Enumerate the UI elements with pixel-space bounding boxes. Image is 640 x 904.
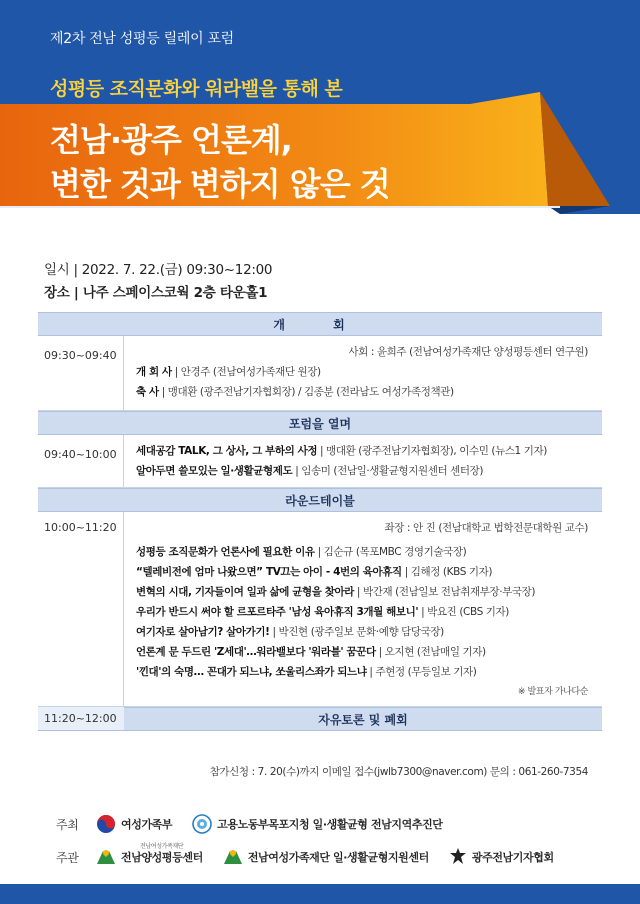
taegeuk-icon (96, 814, 116, 834)
event-date: 일시 | 2022. 7. 22.(금) 09:30~12:00 (44, 262, 273, 278)
header-banner (0, 0, 640, 262)
supervisor-org: 광주전남기자협회 (449, 847, 554, 867)
time-slot: 11:20~12:00 (38, 707, 124, 730)
title-line-2: 변한 것과 변하지 않은 것 (50, 165, 390, 203)
program-line: '낀대'의 숙명… 꼰대가 되느냐, 쏘울리스좌가 되느냐 | 주현정 (무등일보 기자) (136, 666, 477, 678)
host-org: 여성가족부 (96, 814, 172, 834)
section-band-closing: 자유토론 및 폐회 (124, 707, 602, 730)
foundation-logo-icon (223, 848, 243, 866)
host-label: 주최 (56, 817, 79, 832)
speaker-order-note: ※ 발표자 가나다순 (517, 687, 588, 697)
forum-subtitle: 성평등 조직문화와 워라밸을 통해 본 (50, 78, 343, 100)
program-block-roundtable (38, 512, 602, 707)
press-association-emblem-icon (449, 847, 467, 867)
time-slot: 09:30~09:40 (44, 349, 117, 362)
program-line: 성평등 조직문화가 언론사에 필요한 이유 | 김순규 (목포MBC 경영기술국장) (136, 546, 467, 558)
program-line: 세대공감 TALK, 그 상사, 그 부하의 사정 | 맹대환 (광주전남기자협회장), 이수민 (뉴스1 기자) (136, 445, 547, 457)
program-block-forum (38, 435, 602, 488)
event-place: 장소 | 나주 스페이스코웍 2층 타운홀1 (44, 285, 268, 301)
chair: 좌장 : 안 진 (전남대학교 법학전문대학원 교수) (384, 522, 588, 534)
program-line: 여기자로 살아남기? 살아가기! | 박진현 (광주일보 문화·예향 담당국장) (136, 626, 444, 638)
program-block-closing (38, 707, 602, 731)
host-row (56, 814, 463, 834)
supervisor-label: 주관 (56, 850, 79, 865)
title-line-1: 전남·광주 언론계, (50, 121, 292, 159)
labor-ministry-emblem-icon (192, 814, 212, 834)
registration-contact: 참가신청 : 7. 20(수)까지 이메일 접수(jwlb7300@naver.com) 문의 : 061-260-7354 (209, 766, 588, 778)
supervisor-row (56, 843, 574, 867)
program-table (38, 312, 602, 731)
program-line: 축 사 | 맹대환 (광주전남기자협회장) / 김종분 (전라남도 여성가족정책관) (136, 386, 454, 398)
supervisor-org: 전남여성가족재단 전남양성평등센터 (96, 848, 203, 866)
program-line: “텔레비전에 엄마 나왔으면” TV끄는 아이 - 4번의 육아휴직 | 김해정 (KBS 기자) (136, 566, 493, 578)
section-band-opening: 개 회 (38, 312, 602, 336)
time-slot: 10:00~11:20 (44, 521, 117, 534)
forum-title (50, 118, 390, 206)
program-line: 개 회 사 | 안경주 (전남여성가족재단 원장) (136, 366, 321, 378)
program-line: 우리가 반드시 써야 할 르포르타주 '남성 육아휴직 3개월 해보니' | 박요진 (CBS 기자) (136, 606, 509, 618)
section-band-forum: 포럼을 열며 (38, 411, 602, 435)
section-band-roundtable: 라운드테이블 (38, 488, 602, 512)
host-org: 고용노동부목포지청 일·생활균형 전남지역추진단 (192, 814, 442, 834)
footer-bar (0, 884, 640, 904)
moderator: 사회 : 윤희주 (전남여성가족재단 양성평등센터 연구원) (348, 346, 588, 358)
program-line: 알아두면 쓸모있는 일·생활균형제도 | 임송미 (전남일·생활균형지원센터 센터장) (136, 465, 484, 477)
foundation-logo-icon (96, 848, 116, 866)
program-block-opening (38, 336, 602, 411)
time-slot: 09:40~10:00 (44, 448, 117, 461)
supervisor-org: 전남여성가족재단 일·생활균형지원센터 (223, 848, 429, 866)
forum-series-label: 제2차 전남 성평등 릴레이 포럼 (50, 31, 234, 47)
program-line: 변혁의 시대, 기자들이여 일과 삶에 균형을 찾아라 | 박간재 (전남일보 전남취재부장·부국장) (136, 586, 536, 598)
program-line: 언론계 문 두드린 'Z세대'…워라밸보다 '워라블' 꿈꾼다 | 오지현 (전남매일 기자) (136, 646, 486, 658)
foundation-small-label: 전남여성가족재단 (140, 843, 184, 850)
